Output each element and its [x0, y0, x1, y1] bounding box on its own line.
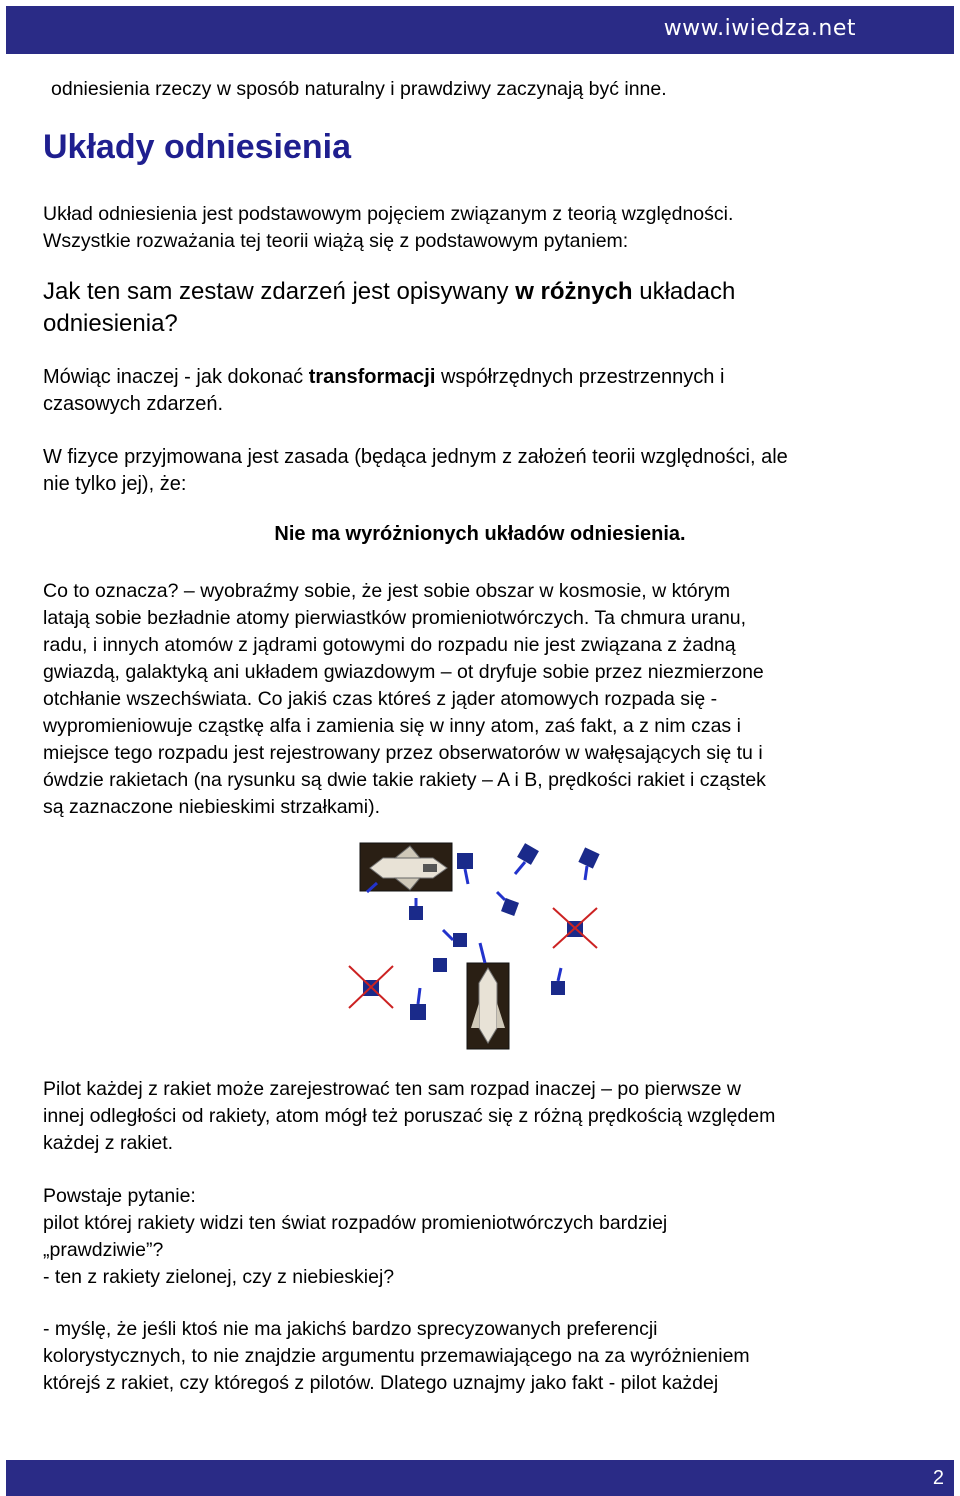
paragraph-4-line-8: ówdzie rakietach (na rysunku są dwie takie rakiety – A i B, prędkości rakiet i cząstek: [43, 769, 766, 791]
paragraph-2: [43, 364, 923, 418]
paragraph-2-emphasis: transformacji: [308, 366, 436, 388]
paragraph-4-line-7: miejsce tego rozpadu jest rejestrowany przez obserwatorów w wałęsających się tu i: [43, 742, 763, 764]
paragraph-1-line-2: Wszystkie rozważania tej teorii wiążą się z podstawowym pytaniem:: [43, 230, 629, 252]
atom-4-icon: [409, 898, 423, 920]
principle-statement: Nie ma wyróżnionych układów odniesienia.: [274, 523, 686, 545]
paragraph-4-line-1: [43, 578, 923, 605]
paragraph-4-lead: Co to oznacza?: [43, 580, 179, 602]
paragraph-7-line-3: którejś z rakiet, czy któregoś z pilotów. Dlatego uznajmy jako fakt - pilot każdej: [43, 1372, 719, 1394]
paragraph-3-line-1: W fizyce przyjmowana jest zasada (będąca jednym z założeń teorii względności, ale: [43, 446, 788, 468]
paragraph-4: [43, 578, 923, 821]
paragraph-4-line-9: są zaznaczone niebieskimi strzałkami).: [43, 796, 381, 818]
atom-5-icon: [497, 892, 519, 916]
atom-1-icon: [457, 853, 473, 884]
section-title: Układy odniesienia: [43, 128, 351, 166]
rockets-atoms-figure: [325, 838, 635, 1058]
paragraph-1: [43, 201, 923, 255]
paragraph-5-line-2: innej odległości od rakiety, atom mógł też poruszać się z różną prędkością względem: [43, 1105, 776, 1127]
paragraph-5-line-1: Pilot każdej z rakiet może zarejestrować ten sam rozpad inaczej – po pierwsze w: [43, 1078, 741, 1100]
paragraph-2-text-end: współrzędnych przestrzennych i: [435, 366, 725, 388]
paragraph-4-line-2: latają sobie bezładnie atomy pierwiastków promieniotwórczych. Ta chmura uranu,: [43, 607, 747, 629]
key-question: [43, 276, 883, 340]
paragraph-7: [43, 1316, 923, 1397]
paragraph-6-line-1: Powstaje pytanie:: [43, 1185, 196, 1207]
paragraph-4-line-4: gwiazdą, galaktyką ani układem gwiazdowym – ot dryfuje sobie przez niezmierzone: [43, 661, 764, 683]
atom-3-icon: [578, 847, 599, 880]
question-text-end: układach: [632, 278, 736, 305]
header-bar: [6, 6, 954, 54]
paragraph-4-line-3: radu, i innych atomów z jądrami gotowymi do rozpadu nie jest związana z żadną: [43, 634, 736, 656]
site-url[interactable]: www.iwiedza.net: [663, 16, 856, 41]
paragraph-4-line-5: otchłanie wszechświata. Co jakiś czas któreś z jąder atomowych rozpada się -: [43, 688, 718, 710]
paragraph-2-line-1: [43, 364, 923, 391]
atom-6-icon: [443, 930, 467, 947]
rocket-a-icon: [360, 843, 452, 891]
question-text: Jak ten sam zestaw zdarzeń jest opisywany: [43, 278, 516, 305]
key-question-line-1: [43, 276, 883, 308]
paragraph-1-line-1: Układ odniesienia jest podstawowym pojęciem związanym z teorią względności.: [43, 203, 734, 225]
paragraph-6: [43, 1183, 923, 1291]
atom-2-icon: [515, 843, 539, 874]
paragraph-3: [43, 444, 923, 498]
atom-7-icon: [410, 988, 426, 1020]
question-emphasis: w różnych: [515, 278, 633, 305]
paragraph-7-line-2: kolorystycznych, to nie znajdzie argumentu przemawiającego na za wyróżnieniem: [43, 1345, 750, 1367]
decay-event-1-icon: [553, 908, 597, 948]
page-number: 2: [932, 1467, 944, 1489]
intro-line: odniesienia rzeczy w sposób naturalny i prawdziwy zaczynają być inne.: [51, 78, 667, 100]
paragraph-4-text: – wyobraźmy sobie, że jest sobie obszar w kosmosie, w którym: [178, 580, 731, 602]
paragraph-6-line-2: pilot której rakiety widzi ten świat rozpadów promieniotwórczych bardziej: [43, 1212, 668, 1234]
footer-bar: [6, 1460, 954, 1496]
paragraph-5: [43, 1076, 923, 1157]
paragraph-6-line-3: „prawdziwie”?: [43, 1239, 164, 1261]
rocket-b-icon: [467, 963, 509, 1049]
paragraph-4-line-6: wypromieniowuje cząstkę alfa i zamienia się w inny atom, zaś fakt, a z nim czas i: [43, 715, 741, 737]
paragraph-7-line-1: - myślę, że jeśli ktoś nie ma jakichś bardzo sprecyzowanych preferencji: [43, 1318, 658, 1340]
paragraph-2-line-2: czasowych zdarzeń.: [43, 393, 224, 415]
paragraph-5-line-3: każdej z rakiet.: [43, 1132, 174, 1154]
rocket-b-velocity-arrow: [480, 943, 485, 963]
paragraph-6-line-4: - ten z rakiety zielonej, czy z niebieskiej?: [43, 1266, 395, 1288]
paragraph-2-text: Mówiąc inaczej - jak dokonać: [43, 366, 309, 388]
atom-8-icon: [551, 968, 565, 995]
paragraph-3-line-2: nie tylko jej), że:: [43, 473, 187, 495]
decay-event-3-icon: [433, 958, 447, 972]
decay-event-2-icon: [349, 966, 393, 1008]
key-question-line-2: odniesienia?: [43, 310, 178, 337]
